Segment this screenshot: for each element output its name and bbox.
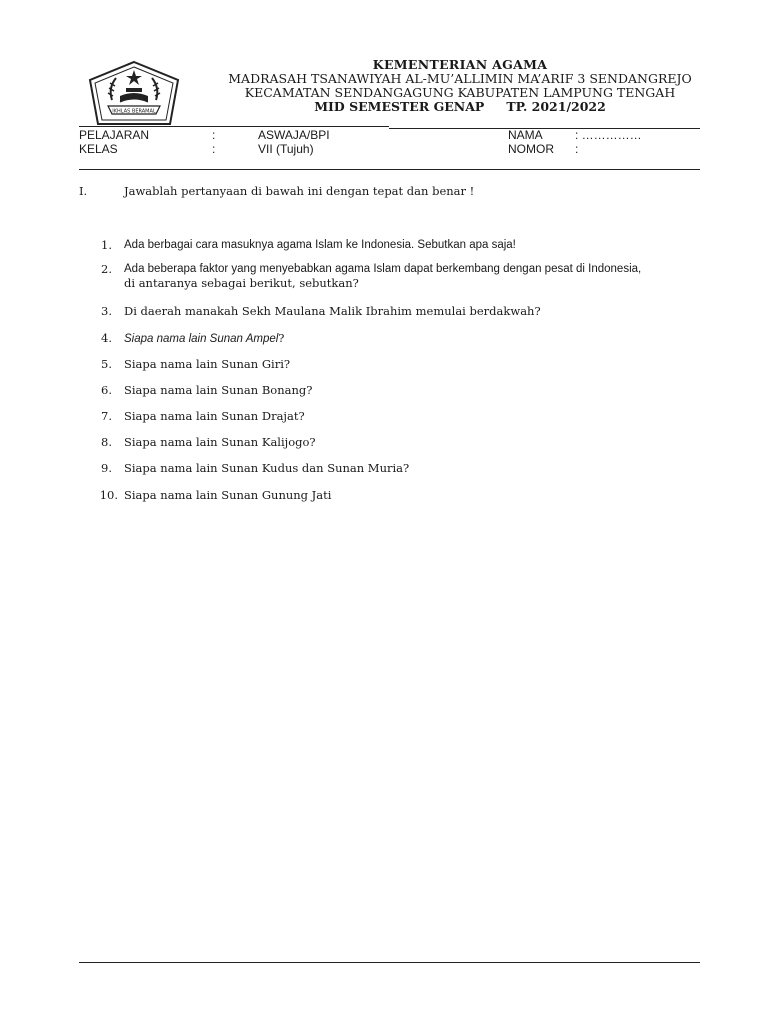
question-text-line2: di antaranya sebagai berikut, sebutkan? <box>124 276 359 290</box>
logo-ribbon-text: IKHLAS BERAMAL <box>112 108 156 115</box>
class-sep: : <box>212 142 216 156</box>
subject-label: PELAJARAN <box>79 128 150 142</box>
question-number: 1. <box>101 238 112 252</box>
subject-value: ASWAJA/BPI <box>258 128 330 142</box>
district-name: KECAMATAN SENDANGAGUNG KABUPATEN LAMPUNG TENGAH <box>244 85 676 100</box>
subject-sep: : <box>212 128 216 142</box>
number-field[interactable]: : <box>575 142 579 156</box>
class-value: VII (Tujuh) <box>258 142 314 156</box>
header-divider-right <box>389 128 700 129</box>
question-number: 8. <box>101 435 112 449</box>
header-divider <box>79 126 389 127</box>
question-number: 5. <box>101 357 112 371</box>
question-number: 10. <box>99 488 118 502</box>
question-text: Ada berbagai cara masuknya agama Islam ke Indonesia. Sebutkan apa saja! <box>124 239 516 251</box>
question-text <box>124 262 641 290</box>
exam-year: TP. 2021/2022 <box>506 99 606 114</box>
question-text-italic: Siapa nama lain Sunan Ampel <box>124 333 279 345</box>
question-text: Siapa nama lain Sunan Gunung Jati <box>124 488 332 502</box>
number-label: NOMOR <box>508 142 554 156</box>
exam-name: MID SEMESTER GENAP <box>314 99 485 114</box>
question-text-tail: ? <box>278 331 285 345</box>
question-number: 2. <box>101 262 112 276</box>
school-name: MADRASAH TSANAWIYAH AL-MU’ALLIMIN MA’ARIF 3 SENDANGREJO <box>228 71 692 86</box>
ministry-title: KEMENTERIAN AGAMA <box>372 57 548 72</box>
question-number: 9. <box>101 461 112 475</box>
question-text <box>124 331 284 346</box>
ministry-logo-icon <box>86 60 182 128</box>
question-number: 7. <box>101 409 112 423</box>
info-divider <box>79 169 700 170</box>
question-text: Siapa nama lain Sunan Drajat? <box>124 409 305 423</box>
question-text: Siapa nama lain Sunan Bonang? <box>124 383 313 397</box>
question-text-line1: Ada beberapa faktor yang menyebabkan agama Islam dapat berkembang dengan pesat di Indonesia, <box>124 263 642 275</box>
section-number: I. <box>79 184 88 198</box>
question-text: Siapa nama lain Sunan Giri? <box>124 357 291 371</box>
name-field[interactable]: : …………… <box>575 128 642 142</box>
question-text: Di daerah manakah Sekh Maulana Malik Ibrahim memulai berdakwah? <box>124 304 541 318</box>
name-label: NAMA <box>508 128 543 142</box>
question-text: Siapa nama lain Sunan Kudus dan Sunan Muria? <box>124 461 410 475</box>
class-label: KELAS <box>79 142 118 156</box>
question-text: Siapa nama lain Sunan Kalijogo? <box>124 435 316 449</box>
exam-title <box>190 99 730 115</box>
question-number: 3. <box>101 304 112 318</box>
footer-divider <box>79 962 700 963</box>
question-number: 4. <box>101 331 112 345</box>
question-number: 6. <box>101 383 112 397</box>
section-instruction: Jawablah pertanyaan di bawah ini dengan tepat dan benar ! <box>124 184 475 198</box>
